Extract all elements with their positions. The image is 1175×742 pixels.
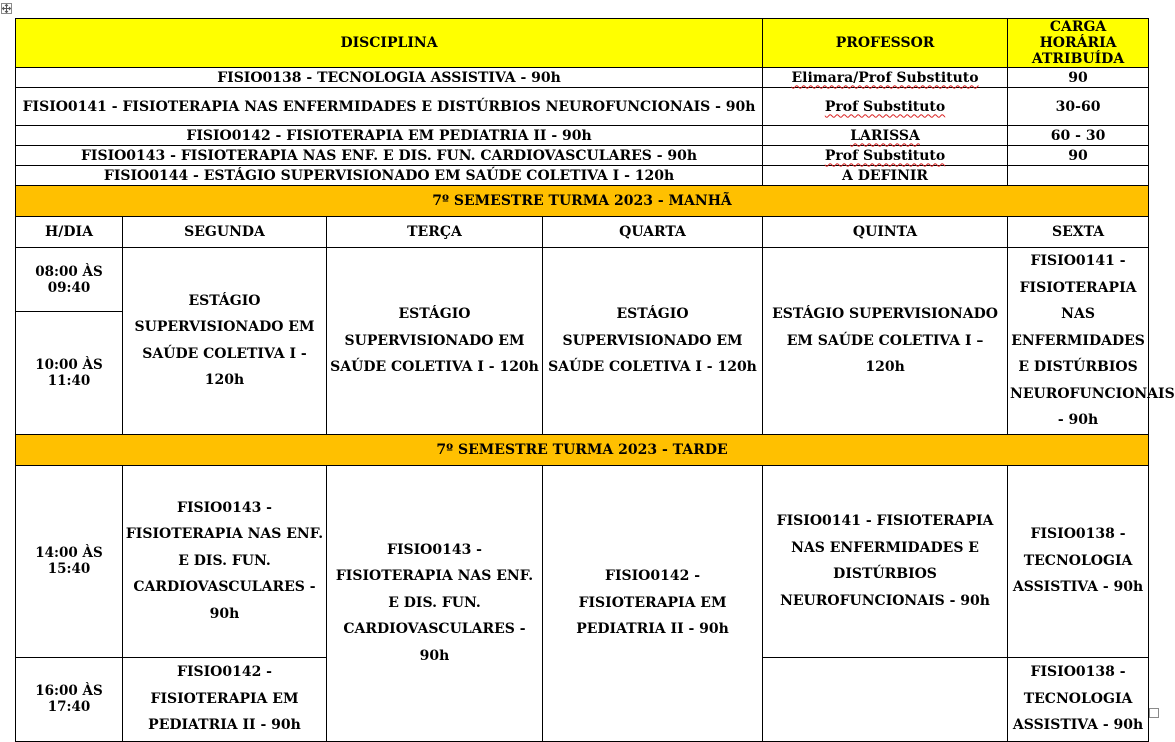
schedule-table xyxy=(15,18,1175,742)
time-slot[interactable]: 14:00 ÀS 15:40 xyxy=(16,465,123,657)
wednesday-header: QUARTA xyxy=(543,217,763,248)
discipline-name[interactable]: FISIO0141 - FISIOTERAPIA NAS ENFERMIDADES E DISTÚRBIOS NEUROFUNCIONAIS - 90h xyxy=(16,88,763,126)
workload-header: CARGA HORÁRIA ATRIBUÍDA xyxy=(1008,19,1149,68)
afternoon-section-title: 7º SEMESTRE TURMA 2023 - TARDE xyxy=(16,434,1149,465)
discipline-row xyxy=(16,146,1149,166)
workload-value[interactable]: 60 - 30 xyxy=(1008,126,1149,146)
monday-morning-class[interactable]: ESTÁGIO SUPERVISIONADO EM SAÚDE COLETIVA I - 120h xyxy=(123,248,327,435)
friday-afternoon-class-1[interactable]: FISIO0138 - TECNOLOGIA ASSISTIVA - 90h xyxy=(1008,465,1149,657)
discipline-name[interactable]: FISIO0143 - FISIOTERAPIA NAS ENF. E DIS. FUN. CARDIOVASCULARES - 90h xyxy=(16,146,763,166)
thursday-afternoon-class-2[interactable] xyxy=(763,657,1008,741)
monday-afternoon-class-1[interactable]: FISIO0143 - FISIOTERAPIA NAS ENF. E DIS. FUN. CARDIOVASCULARES - 90h xyxy=(123,465,327,657)
professor-name[interactable]: A DEFINIR xyxy=(763,166,1008,186)
discipline-header-row xyxy=(16,19,1149,68)
morning-section-title: 7º SEMESTRE TURMA 2023 - MANHÃ xyxy=(16,186,1149,217)
thursday-morning-class[interactable]: ESTÁGIO SUPERVISIONADO EM SAÚDE COLETIVA I – 120h xyxy=(763,248,1008,435)
afternoon-band-row xyxy=(16,434,1149,465)
monday-header: SEGUNDA xyxy=(123,217,327,248)
tuesday-afternoon-class[interactable]: FISIO0143 - FISIOTERAPIA NAS ENF. E DIS. FUN. CARDIOVASCULARES - 90h xyxy=(327,465,543,741)
friday-header: SEXTA xyxy=(1008,217,1149,248)
time-slot[interactable]: 08:00 ÀS 09:40 xyxy=(16,248,123,312)
discipline-name[interactable]: FISIO0142 - FISIOTERAPIA EM PEDIATRIA II - 90h xyxy=(16,126,763,146)
discipline-name[interactable]: FISIO0144 - ESTÁGIO SUPERVISIONADO EM SAÚDE COLETIVA I - 120h xyxy=(16,166,763,186)
morning-slot-row xyxy=(16,248,1149,312)
morning-band-row xyxy=(16,186,1149,217)
professor-name[interactable] xyxy=(763,126,1008,146)
weekday-header-row xyxy=(16,217,1149,248)
workload-value[interactable]: 90 xyxy=(1008,146,1149,166)
discipline-name[interactable]: FISIO0138 - TECNOLOGIA ASSISTIVA - 90h xyxy=(16,68,763,88)
discipline-row xyxy=(16,126,1149,146)
tuesday-header: TERÇA xyxy=(327,217,543,248)
professor-name-text: Prof Substituto xyxy=(824,98,946,115)
professor-header: PROFESSOR xyxy=(763,19,1008,68)
professor-name-text: LARISSA xyxy=(850,127,920,144)
friday-afternoon-class-2[interactable]: FISIO0138 - TECNOLOGIA ASSISTIVA - 90h xyxy=(1008,657,1149,741)
friday-morning-class[interactable]: FISIO0141 - FISIOTERAPIA NAS ENFERMIDADES E DISTÚRBIOS NEUROFUNCIONAIS - 90h xyxy=(1008,248,1149,435)
afternoon-slot-row xyxy=(16,465,1149,657)
workload-value[interactable]: 90 xyxy=(1008,68,1149,88)
professor-name[interactable] xyxy=(763,68,1008,88)
professor-name-text: Prof Substituto xyxy=(824,147,946,164)
tuesday-morning-class[interactable]: ESTÁGIO SUPERVISIONADO EM SAÚDE COLETIVA I - 120h xyxy=(327,248,543,435)
discipline-header: DISCIPLINA xyxy=(16,19,763,68)
time-slot[interactable]: 10:00 ÀS 11:40 xyxy=(16,312,123,434)
time-column-header: H/DIA xyxy=(16,217,123,248)
discipline-row xyxy=(16,68,1149,88)
professor-name-text: Elimara/Prof Substituto xyxy=(791,69,979,86)
discipline-row xyxy=(16,88,1149,126)
thursday-header: QUINTA xyxy=(763,217,1008,248)
time-slot[interactable]: 16:00 ÀS 17:40 xyxy=(16,657,123,741)
professor-name[interactable] xyxy=(763,146,1008,166)
professor-name[interactable] xyxy=(763,88,1008,126)
workload-value[interactable] xyxy=(1008,166,1149,186)
table-move-handle-icon[interactable] xyxy=(1,3,12,14)
wednesday-morning-class[interactable]: ESTÁGIO SUPERVISIONADO EM SAÚDE COLETIVA I - 120h xyxy=(543,248,763,435)
workload-value[interactable]: 30-60 xyxy=(1008,88,1149,126)
monday-afternoon-class-2[interactable]: FISIO0142 - FISIOTERAPIA EM PEDIATRIA II - 90h xyxy=(123,657,327,741)
table-resize-handle-icon[interactable] xyxy=(1149,708,1159,718)
wednesday-afternoon-class[interactable]: FISIO0142 - FISIOTERAPIA EM PEDIATRIA II - 90h xyxy=(543,465,763,741)
discipline-row xyxy=(16,166,1149,186)
thursday-afternoon-class-1[interactable]: FISIO0141 - FISIOTERAPIA NAS ENFERMIDADES E DISTÚRBIOS NEUROFUNCIONAIS - 90h xyxy=(763,465,1008,657)
